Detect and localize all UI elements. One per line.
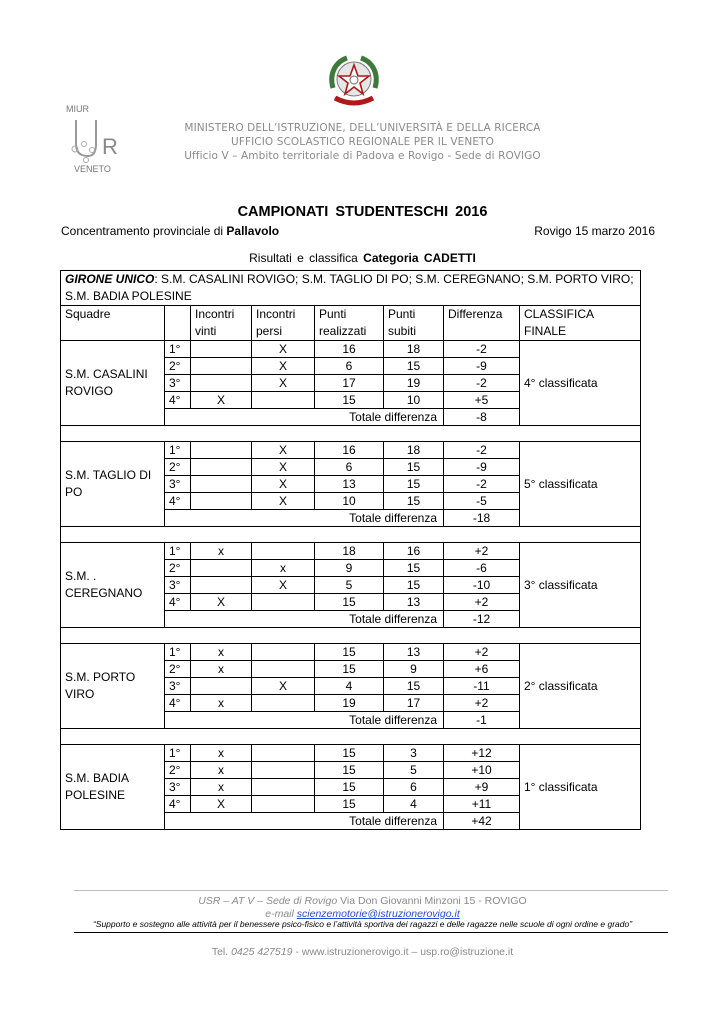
match-cell: x: [191, 779, 252, 796]
document-title: CAMPIONATI STUDENTESCHI 2016: [237, 204, 488, 220]
match-cell: 5: [384, 762, 444, 779]
match-row: [61, 341, 641, 358]
team-name: S.M. TAGLIO DI PO: [61, 442, 165, 527]
match-cell: 6: [315, 358, 384, 375]
total-value: +42: [444, 813, 520, 830]
match-cell: +9: [444, 779, 520, 796]
match-cell: [191, 678, 252, 695]
total-value: -18: [444, 510, 520, 527]
match-cell: [252, 644, 315, 661]
separator-row: [61, 527, 641, 543]
match-cell: [191, 560, 252, 577]
match-cell: 16: [315, 442, 384, 459]
match-cell: 10: [384, 392, 444, 409]
match-cell: x: [191, 695, 252, 712]
match-cell: 17: [315, 375, 384, 392]
final-ranking: 5° classificata: [520, 442, 641, 527]
total-label: Totale differenza: [165, 510, 444, 527]
match-cell: 15: [315, 779, 384, 796]
footer-contacts: Tel. 0425 427519 - www.istruzionerovigo.it – usp.ro@istruzione.it: [211, 946, 514, 958]
column-header: Differenza: [444, 306, 520, 341]
footer-address: USR – AT V – Sede di Rovigo Via Don Giovanni Minzoni 15 - ROVIGO: [198, 895, 527, 907]
match-cell: +2: [444, 695, 520, 712]
header-ambito: Ufficio V – Ambito territoriale di Padova e Rovigo - Sede di ROVIGO: [184, 150, 541, 162]
total-value: -12: [444, 611, 520, 628]
match-cell: [191, 358, 252, 375]
match-cell: X: [252, 459, 315, 476]
match-cell: [191, 577, 252, 594]
total-label: Totale differenza: [165, 611, 444, 628]
header-ministry: MINISTERO DELL’ISTRUZIONE, DELL’UNIVERSITÀ E DELLA RICERCA: [184, 122, 541, 134]
match-cell: 18: [384, 341, 444, 358]
girone-label: GIRONE UNICO: [65, 272, 155, 286]
match-cell: X: [191, 392, 252, 409]
separator-row: [61, 628, 641, 644]
match-cell: X: [252, 577, 315, 594]
match-cell: 5: [315, 577, 384, 594]
footer-slogan: “Supporto e sostegno alle attività per il benessere psico-fisico e l’attività sportiva dei ragazzi e delle ragazze nelle scuole di ogni ordine e grado”: [92, 919, 633, 929]
match-cell: X: [252, 476, 315, 493]
separator-cell: [61, 527, 641, 543]
match-cell: X: [252, 375, 315, 392]
match-cell: 4°: [165, 493, 191, 510]
match-cell: 2°: [165, 358, 191, 375]
team-name: S.M. . CEREGNANO: [61, 543, 165, 628]
separator-cell: [61, 426, 641, 442]
match-cell: X: [252, 678, 315, 695]
match-cell: [252, 392, 315, 409]
match-cell: 15: [384, 678, 444, 695]
match-cell: x: [252, 560, 315, 577]
match-cell: 15: [315, 745, 384, 762]
match-cell: 1°: [165, 543, 191, 560]
match-cell: 4°: [165, 796, 191, 813]
match-row: [61, 644, 641, 661]
italian-republic-emblem: [325, 52, 383, 110]
final-ranking: 3° classificata: [520, 543, 641, 628]
separator-cell: [61, 729, 641, 745]
match-cell: 9: [384, 661, 444, 678]
total-value: -8: [444, 409, 520, 426]
match-cell: 10: [315, 493, 384, 510]
match-cell: 2°: [165, 459, 191, 476]
match-cell: +2: [444, 644, 520, 661]
match-cell: 1°: [165, 644, 191, 661]
match-cell: -10: [444, 577, 520, 594]
match-cell: 3°: [165, 678, 191, 695]
column-header: Incontri persi: [252, 306, 315, 341]
match-cell: +2: [444, 543, 520, 560]
column-header: Squadre: [61, 306, 165, 341]
separator-row: [61, 426, 641, 442]
match-cell: 13: [315, 476, 384, 493]
match-cell: [252, 745, 315, 762]
match-cell: +2: [444, 594, 520, 611]
match-cell: 15: [384, 493, 444, 510]
match-cell: 4: [384, 796, 444, 813]
match-cell: 15: [315, 594, 384, 611]
match-cell: +12: [444, 745, 520, 762]
match-cell: 15: [315, 392, 384, 409]
total-label: Totale differenza: [165, 813, 444, 830]
match-cell: 18: [384, 442, 444, 459]
match-cell: -2: [444, 476, 520, 493]
final-ranking: 2° classificata: [520, 644, 641, 729]
girone-teams-cont: S.M. BADIA POLESINE: [65, 289, 192, 303]
match-cell: 15: [384, 476, 444, 493]
separator-row: [61, 729, 641, 745]
match-cell: 4°: [165, 695, 191, 712]
match-cell: 15: [315, 644, 384, 661]
match-cell: X: [191, 594, 252, 611]
match-cell: 4°: [165, 392, 191, 409]
match-cell: [252, 543, 315, 560]
match-cell: X: [191, 796, 252, 813]
team-name: S.M. PORTO VIRO: [61, 644, 165, 729]
subtitle-date: Rovigo 15 marzo 2016: [534, 224, 655, 238]
match-cell: 16: [384, 543, 444, 560]
match-cell: +10: [444, 762, 520, 779]
match-cell: [252, 762, 315, 779]
team-name: S.M. BADIA POLESINE: [61, 745, 165, 830]
match-cell: x: [191, 745, 252, 762]
match-cell: -5: [444, 493, 520, 510]
match-row: [61, 442, 641, 459]
final-ranking: 1° classificata: [520, 745, 641, 830]
column-header: Incontri vinti: [191, 306, 252, 341]
match-cell: +11: [444, 796, 520, 813]
match-cell: 15: [384, 560, 444, 577]
match-cell: 13: [384, 594, 444, 611]
match-cell: -2: [444, 375, 520, 392]
girone-row: [61, 271, 641, 306]
match-cell: 15: [384, 577, 444, 594]
girone-teams: : S.M. CASALINI ROVIGO; S.M. TAGLIO DI PO; S.M. CEREGNANO; S.M. PORTO VIRO;: [154, 272, 634, 286]
match-cell: -9: [444, 459, 520, 476]
match-cell: [252, 661, 315, 678]
column-header: CLASSIFICA FINALE: [520, 306, 641, 341]
match-cell: 3: [384, 745, 444, 762]
email-link[interactable]: scienzemotorie@istruzionerovigo.it: [296, 908, 460, 920]
match-cell: +5: [444, 392, 520, 409]
match-cell: -2: [444, 341, 520, 358]
match-cell: [191, 442, 252, 459]
slogan-divider: [74, 932, 668, 933]
match-cell: 13: [384, 644, 444, 661]
match-cell: X: [252, 341, 315, 358]
match-cell: [191, 476, 252, 493]
match-cell: 19: [384, 375, 444, 392]
match-cell: -6: [444, 560, 520, 577]
match-cell: 6: [384, 779, 444, 796]
match-cell: [252, 695, 315, 712]
footer-email: e-mail scienzemotorie@istruzionerovigo.it: [265, 908, 460, 920]
match-cell: 15: [384, 459, 444, 476]
match-cell: 3°: [165, 577, 191, 594]
match-cell: 2°: [165, 762, 191, 779]
match-cell: 16: [315, 341, 384, 358]
match-cell: [252, 779, 315, 796]
match-cell: [191, 341, 252, 358]
team-name: S.M. CASALINI ROVIGO: [61, 341, 165, 426]
match-cell: [191, 375, 252, 392]
match-cell: 4: [315, 678, 384, 695]
match-cell: x: [191, 644, 252, 661]
match-cell: 15: [315, 762, 384, 779]
match-cell: -2: [444, 442, 520, 459]
match-cell: x: [191, 762, 252, 779]
match-cell: 1°: [165, 442, 191, 459]
match-cell: 2°: [165, 661, 191, 678]
match-cell: 9: [315, 560, 384, 577]
column-header: Punti realizzati: [315, 306, 384, 341]
match-cell: X: [252, 493, 315, 510]
footer-divider: [74, 890, 668, 891]
match-cell: 18: [315, 543, 384, 560]
logo-veneto-text: VENETO: [74, 164, 111, 174]
total-label: Totale differenza: [165, 409, 444, 426]
header-office: UFFICIO SCOLASTICO REGIONALE PER IL VENETO: [231, 136, 494, 148]
match-cell: x: [191, 543, 252, 560]
final-ranking: 4° classificata: [520, 341, 641, 426]
match-cell: 17: [384, 695, 444, 712]
match-cell: [252, 796, 315, 813]
match-cell: 3°: [165, 779, 191, 796]
match-cell: x: [191, 661, 252, 678]
match-cell: 15: [384, 358, 444, 375]
subtitle-concentramento: Concentramento provinciale di Pallavolo: [61, 224, 280, 238]
match-cell: 19: [315, 695, 384, 712]
match-cell: 1°: [165, 745, 191, 762]
match-cell: 2°: [165, 560, 191, 577]
total-value: -1: [444, 712, 520, 729]
logo-miur-text: MIUR: [66, 104, 89, 114]
separator-cell: [61, 628, 641, 644]
match-cell: -9: [444, 358, 520, 375]
match-cell: 3°: [165, 375, 191, 392]
match-cell: +6: [444, 661, 520, 678]
match-cell: [252, 594, 315, 611]
match-cell: 6: [315, 459, 384, 476]
results-table: [60, 270, 641, 830]
match-row: [61, 543, 641, 560]
match-cell: [191, 459, 252, 476]
match-cell: -11: [444, 678, 520, 695]
logo-r-letter: R: [102, 134, 118, 159]
match-cell: 1°: [165, 341, 191, 358]
match-cell: X: [252, 442, 315, 459]
total-label: Totale differenza: [165, 712, 444, 729]
match-cell: 4°: [165, 594, 191, 611]
match-row: [61, 745, 641, 762]
match-cell: X: [252, 358, 315, 375]
girone-cell: [61, 271, 641, 306]
column-header: Punti subiti: [384, 306, 444, 341]
match-cell: 3°: [165, 476, 191, 493]
column-header: [165, 306, 191, 341]
match-cell: 15: [315, 661, 384, 678]
match-cell: [191, 493, 252, 510]
results-heading: Risultati e classifica Categoria CADETTI: [249, 251, 476, 265]
match-cell: 15: [315, 796, 384, 813]
header-row: [61, 306, 641, 341]
